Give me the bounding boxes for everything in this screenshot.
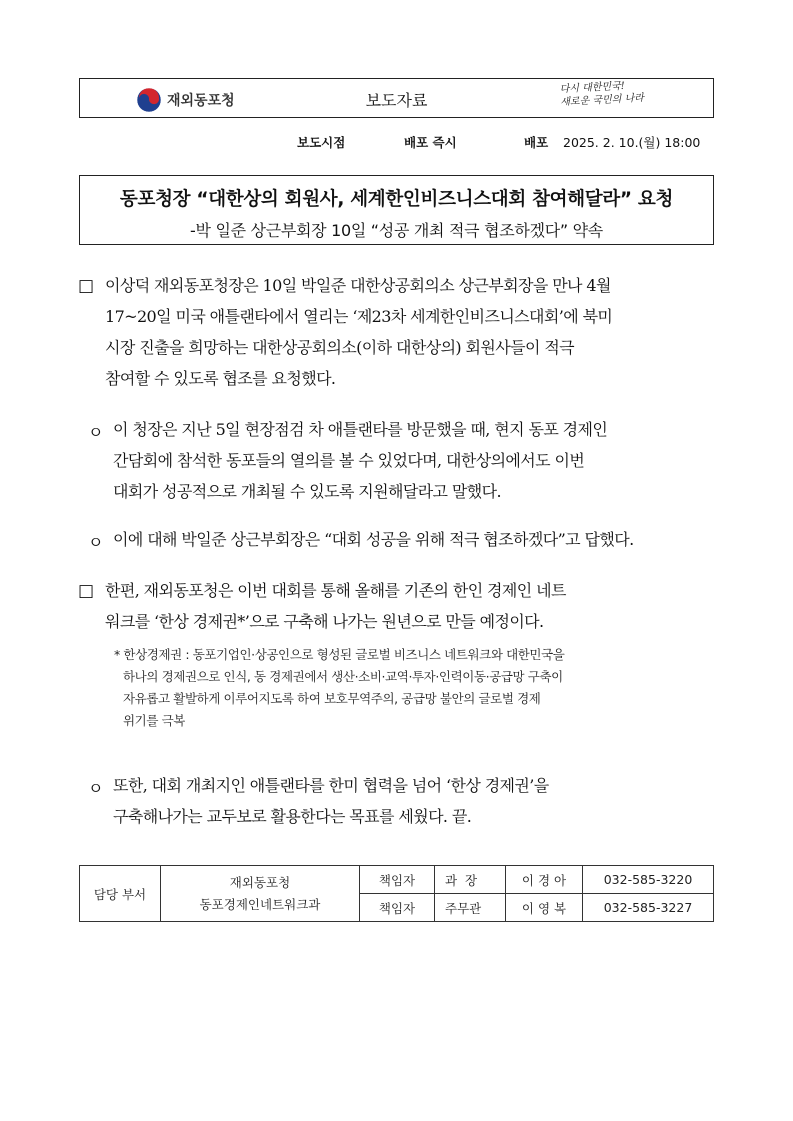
headline-title: 동포청장 “대한상의 회원사, 세계한인비즈니스대회 참여해달라” 요청 [119, 189, 674, 210]
footnote-line: * 한상경제권 : 동포기업인·상공인으로 형성된 글로벌 비즈니스 네트워크와 대한민국을 [114, 647, 565, 662]
paragraph-line: 또한, 대회 개최지인 애틀랜타를 한미 협력을 넘어 ‘한상 경제권’을 [113, 776, 549, 795]
org-name: 재외동포청 [167, 93, 235, 109]
paragraph-line: 대회가 성공적으로 개최될 수 있도록 지원해달라고 말했다. [113, 482, 501, 501]
paragraph-1 [105, 270, 717, 394]
footnote-hansang-economy [114, 644, 718, 732]
paragraph-line: 구축해나가는 교두보로 활용한다는 목표를 세웠다. 끝. [113, 807, 472, 826]
dept-label: 담당 부서 [80, 866, 161, 922]
contact-title: 과 장 [435, 866, 506, 894]
paragraph-line: 간담회에 참석한 동포들의 열의를 볼 수 있었다며, 대한상의에서도 이번 [113, 451, 585, 470]
contact-role: 책임자 [360, 894, 435, 922]
footnote-line: 자유롭고 활발하게 이루어지도록 하여 보호무역주의, 공급망 불안의 글로벌 경제 [123, 691, 541, 706]
paragraph-line: 시장 진출을 희망하는 대한상공회의소(이하 대한상의) 회원사들이 적극 [105, 338, 575, 357]
slogan-line: 새로운 국민의 나라 [560, 92, 645, 109]
slogan-line: 다시 대한민국! [559, 80, 626, 96]
contact-name: 이 영 복 [506, 894, 583, 922]
circle-bullet: ㅇ [88, 423, 104, 442]
paragraph-4 [105, 575, 717, 637]
headline-box [79, 175, 714, 245]
contact-phone: 032-585-3227 [583, 894, 714, 922]
paragraph-line: 참여할 수 있도록 협조를 요청했다. [105, 369, 336, 388]
square-bullet: □ [78, 276, 95, 296]
release-time-value: 배포 즉시 [404, 135, 457, 150]
contact-phone: 032-585-3220 [583, 866, 714, 894]
square-bullet: □ [78, 581, 95, 601]
paragraph-3 [113, 524, 717, 555]
dept-name [161, 866, 360, 922]
paragraph-line: 이 청장은 지난 5일 현장점검 차 애틀랜타를 방문했을 때, 현지 동포 경제인 [113, 420, 608, 439]
headline-subtitle: -박 일준 상근부회장 10일 “성공 개최 적극 협조하겠다” 약속 [190, 221, 603, 240]
contact-title: 주무관 [435, 894, 506, 922]
paragraph-5 [113, 770, 717, 832]
contact-role: 책임자 [360, 866, 435, 894]
table-row [80, 866, 714, 894]
paragraph-line: 워크를 ‘한상 경제권*’으로 구축해 나가는 원년으로 만들 예정이다. [105, 612, 544, 631]
paragraph-line: 17~20일 미국 애틀랜타에서 열리는 ‘제23차 세계한인비즈니스대회’에 북미 [105, 307, 613, 326]
footnote-line: 위기를 극복 [123, 713, 185, 728]
dept-line: 동포경제인네트워크과 [199, 896, 321, 912]
release-time-label: 보도시점 [297, 135, 346, 150]
contact-name: 이 경 아 [506, 866, 583, 894]
paragraph-2 [113, 414, 717, 507]
dept-line: 재외동포청 [229, 874, 291, 890]
contact-table [79, 865, 714, 922]
paragraph-line: 이상덕 재외동포청장은 10일 박일준 대한상공회의소 상근부회장을 만나 4월 [105, 276, 611, 295]
press-header [79, 78, 714, 118]
circle-bullet: ㅇ [88, 779, 104, 798]
paragraph-line: 한편, 재외동포청은 이번 대회를 통해 올해를 기존의 한인 경제인 네트 [105, 581, 566, 600]
slogan [559, 79, 644, 109]
release-date-value: 2025. 2. 10.(월) 18:00 [563, 135, 701, 150]
circle-bullet: ㅇ [88, 533, 104, 552]
footnote-line: 하나의 경제권으로 인식, 동 경제권에서 생산·소비·교역·투자·인력이동·공급망 구축이 [123, 669, 563, 684]
release-date-label: 배포 [524, 135, 549, 150]
doc-type-title: 보도자료 [365, 91, 428, 110]
paragraph-line: 이에 대해 박일준 상근부회장은 “대회 성공을 위해 적극 협조하겠다”고 답했다. [113, 530, 634, 549]
